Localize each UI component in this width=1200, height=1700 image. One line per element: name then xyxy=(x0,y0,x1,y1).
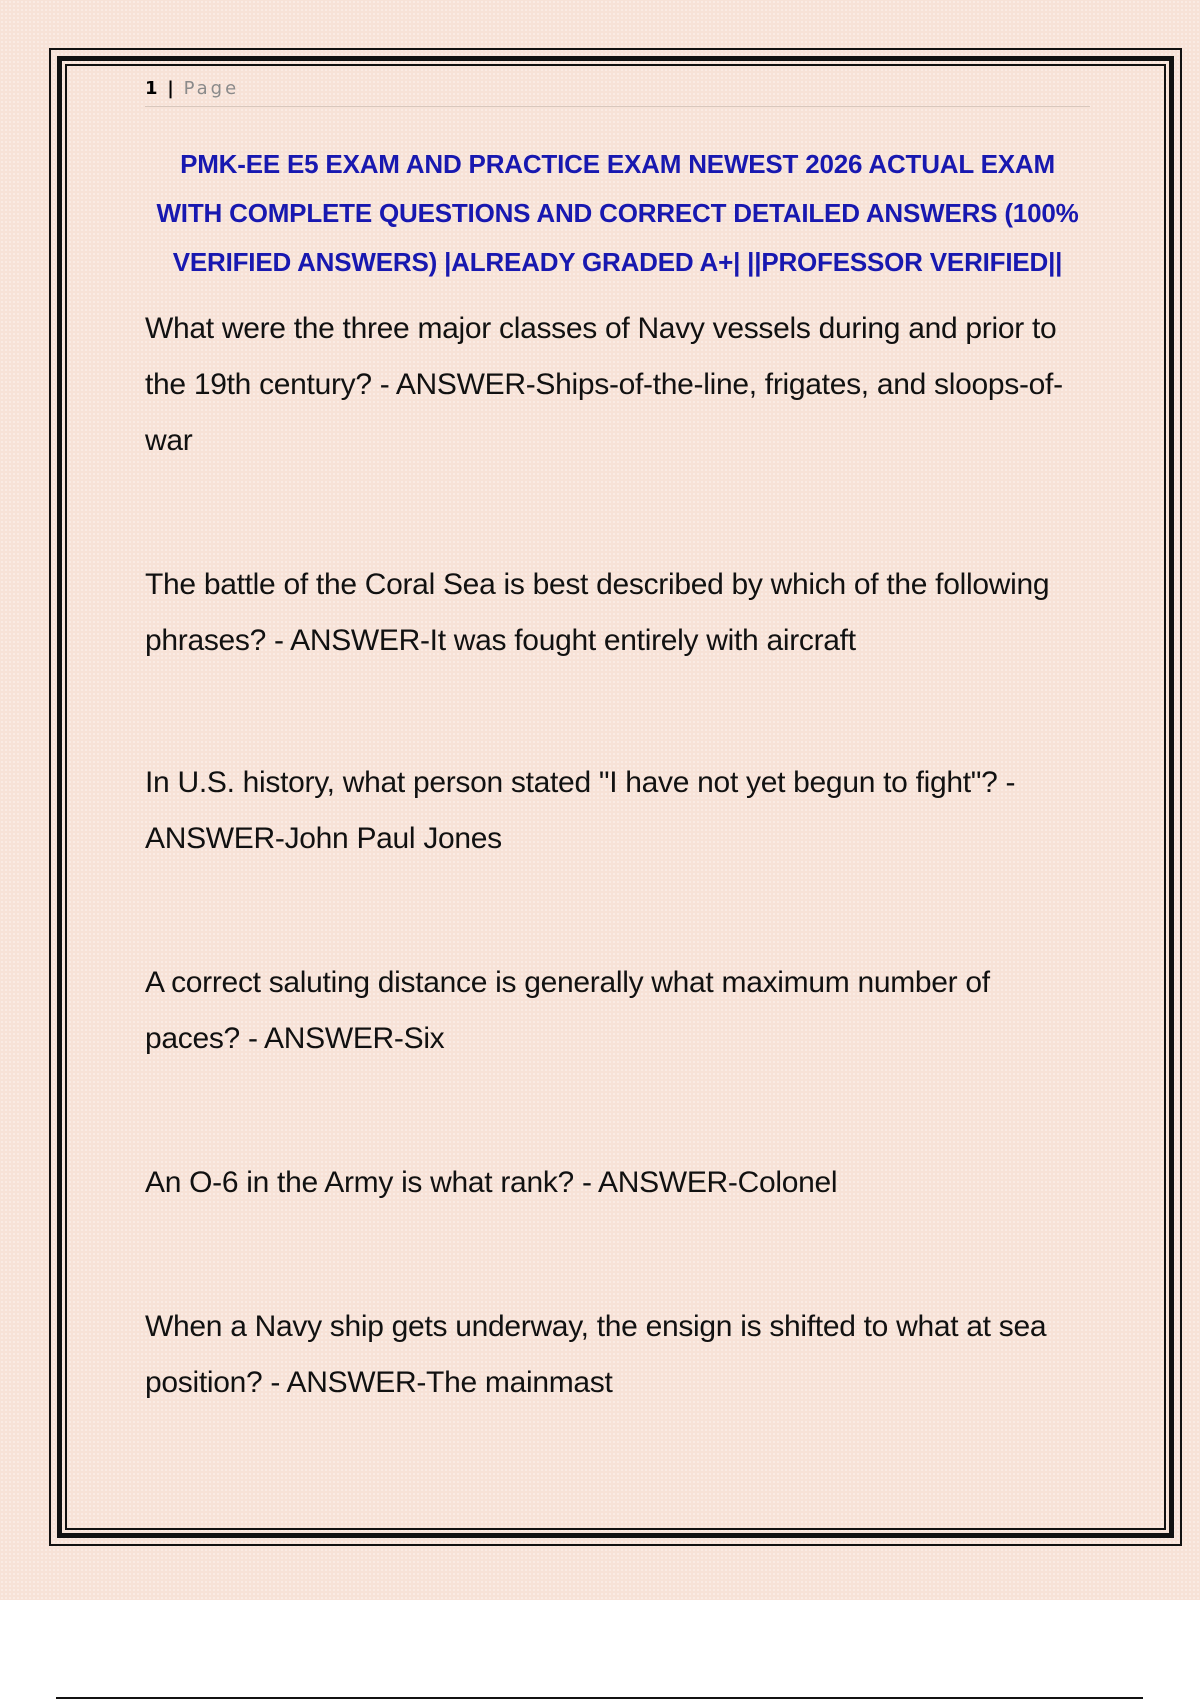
page-header xyxy=(145,70,1090,107)
footer-rule xyxy=(56,1697,1143,1699)
document-title: PMK-EE E5 EXAM AND PRACTICE EXAM NEWEST 2026 ACTUAL EXAM WITH COMPLETE QUESTIONS AND CORRECT DETAILED ANSWERS (100% VERIFIED ANSWERS) |ALREADY GRADED A+| ||PROFESSOR VERIFIED|| xyxy=(156,149,1079,277)
question-answer: The battle of the Coral Sea is best described by which of the following phrases? - ANSWER-It was fought entirely with aircraft xyxy=(145,568,1050,657)
page-number: 1 xyxy=(145,78,158,99)
question-answer: A correct saluting distance is generally what maximum number of paces? - ANSWER-Six xyxy=(145,966,990,1055)
page-label: Page xyxy=(183,78,240,99)
question-answer: When a Navy ship gets underway, the ensign is shifted to what at sea position? - ANSWER-The mainmast xyxy=(145,1310,1047,1399)
question-answer: An O-6 in the Army is what rank? - ANSWER-Colonel xyxy=(145,1166,838,1199)
document-content xyxy=(145,70,1090,1411)
page-separator: | xyxy=(167,78,174,99)
question-answer: What were the three major classes of Navy vessels during and prior to the 19th century? - ANSWER-Ships-of-the-line, frigates, and sloops-of-war xyxy=(145,312,1063,457)
question-answer: In U.S. history, what person stated "I have not yet begun to fight"? - ANSWER-John Paul Jones xyxy=(145,766,1016,855)
